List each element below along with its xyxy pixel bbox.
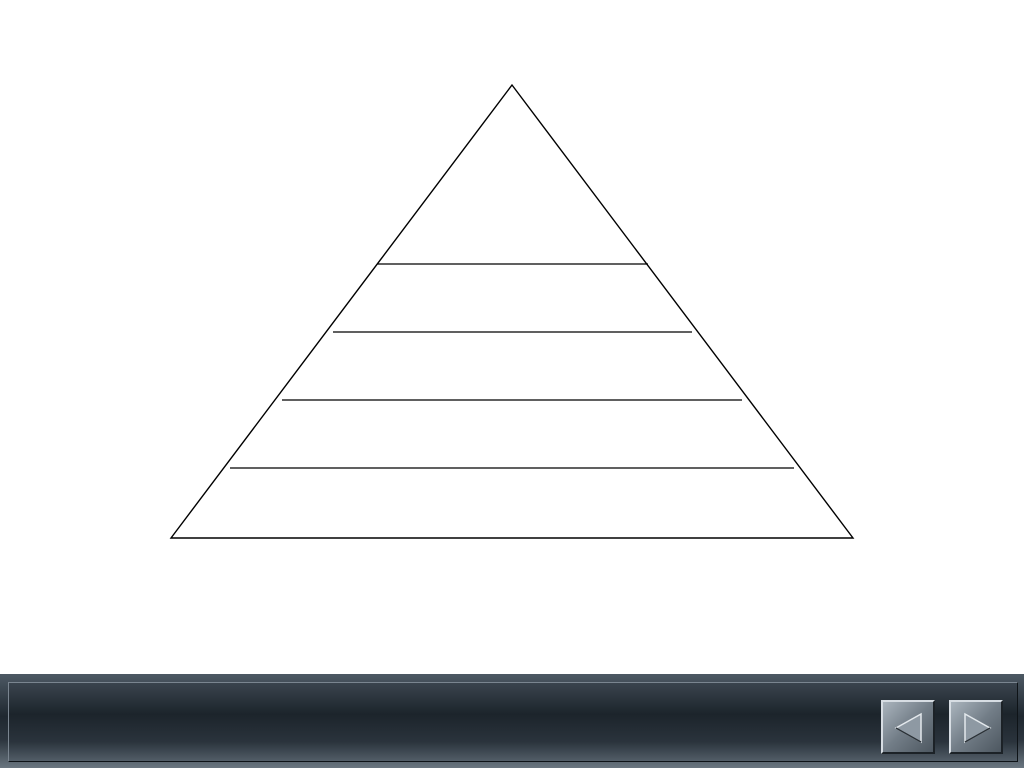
- level-1-detail: [312, 213, 712, 230]
- footer-panel: [8, 682, 1018, 762]
- triangle-right-icon: [959, 710, 995, 746]
- triangle-left-icon: [891, 710, 927, 746]
- next-slide-button[interactable]: [949, 700, 1003, 754]
- level-1-name: [312, 166, 712, 183]
- pyramid-outline: [171, 85, 853, 538]
- slide-title: [45, 703, 58, 731]
- footer-bar: [0, 674, 1024, 768]
- previous-slide-button[interactable]: [881, 700, 935, 754]
